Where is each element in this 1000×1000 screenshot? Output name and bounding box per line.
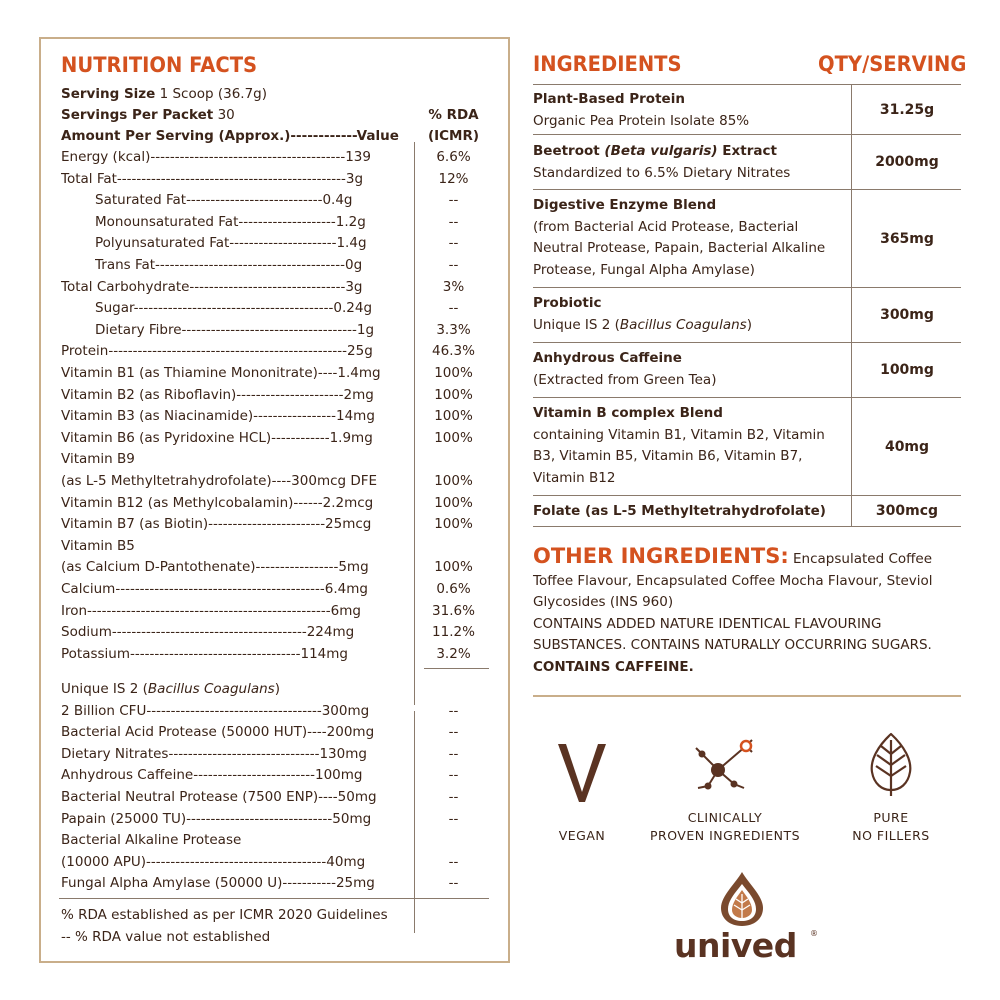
nutrient-rda: 100% bbox=[434, 473, 473, 489]
ingredient-qty: 300mcg bbox=[851, 496, 962, 526]
nutrient-rda: 100% bbox=[434, 365, 473, 381]
nutrient-row bbox=[61, 363, 501, 384]
nutrient-rda: 6.6% bbox=[436, 149, 471, 165]
ingredient-qty: 2000mg bbox=[851, 135, 962, 189]
other-nutrient-row bbox=[61, 744, 501, 765]
nutrient-label: (as Calcium D-Pantothenate)-----------------5mg bbox=[61, 559, 369, 576]
other-nutrient-rda: -- bbox=[448, 875, 459, 892]
amount-header-row bbox=[61, 126, 501, 147]
nutrient-rda: 100% bbox=[434, 494, 473, 511]
nutrient-label: Monounsaturated Fat--------------------1.2g bbox=[95, 213, 366, 230]
nutrient-rda: 100% bbox=[434, 429, 473, 446]
column-divider bbox=[414, 142, 415, 705]
nutrient-rda: -- bbox=[448, 235, 459, 252]
ingredients-bottom-rule bbox=[533, 526, 961, 527]
pure-label bbox=[830, 809, 952, 845]
rda-divider bbox=[424, 668, 489, 669]
nutrient-rda: 3.2% bbox=[436, 645, 471, 662]
nutrient-row bbox=[61, 579, 501, 600]
serving-size-label: Serving Size bbox=[61, 86, 156, 102]
ingredient-qty: 40mg bbox=[851, 398, 962, 495]
footnote-1: % RDA established as per ICMR 2020 Guidelines bbox=[61, 907, 388, 923]
nutrient-row bbox=[61, 320, 501, 341]
nutrient-row bbox=[61, 644, 501, 665]
nutrient-label: Dietary Fibre------------------------------------1g bbox=[95, 321, 375, 338]
nutrient-label: Sugar-----------------------------------------0.24g bbox=[95, 300, 373, 317]
other-nutrient-label: Bacterial Neutral Protease (7500 ENP)----50mg bbox=[61, 789, 377, 805]
nutrient-row bbox=[61, 428, 501, 449]
other-nutrient-label bbox=[61, 679, 406, 700]
nutrient-label: Vitamin B12 (as Methylcobalamin)------2.2mcg bbox=[61, 494, 374, 511]
ingredient-row bbox=[533, 189, 961, 287]
ingredient-qty: 365mg bbox=[851, 190, 962, 287]
ingredient-name: Probiotic bbox=[533, 295, 602, 311]
other-ingredients-rule bbox=[533, 695, 961, 697]
nutrient-rda: -- bbox=[448, 192, 459, 209]
ingredient-name-end: Extract bbox=[717, 143, 777, 159]
nutrient-row bbox=[61, 536, 501, 557]
ingredient-desc-latin: Bacillus Coagulans bbox=[619, 316, 747, 333]
nutrient-rda: 46.3% bbox=[432, 343, 475, 360]
other-nutrient-row bbox=[61, 701, 501, 722]
leaf-icon bbox=[868, 732, 914, 798]
other-nutrient-row bbox=[61, 873, 501, 894]
nutrient-label: Polyunsaturated Fat----------------------1.4g bbox=[95, 235, 367, 252]
other-nutrient-label: Bacterial Acid Protease (50000 HUT)----200mg bbox=[61, 724, 375, 741]
other-nutrient-rda: -- bbox=[448, 724, 459, 741]
pure-label-line1: PURE bbox=[873, 810, 909, 825]
ingredient-desc-end: ) bbox=[746, 316, 752, 333]
ingredient-row bbox=[533, 134, 961, 189]
molecule-icon bbox=[690, 732, 760, 794]
nutrient-rda: 100% bbox=[434, 559, 473, 576]
servings-value: 30 bbox=[217, 107, 235, 123]
ingredient-desc: Organic Pea Protein Isolate 85% bbox=[533, 112, 750, 129]
ingredient-row bbox=[533, 287, 961, 342]
other-nutrient-rda: -- bbox=[448, 745, 459, 762]
nutrient-row bbox=[61, 493, 501, 514]
nutrient-rda: 11.2% bbox=[432, 624, 475, 641]
ingredient-name: Folate (as L-5 Methyltetrahydrofolate) bbox=[533, 503, 826, 519]
brand-name: unived bbox=[674, 926, 797, 965]
nutrient-row bbox=[61, 471, 501, 492]
ingredient-row bbox=[533, 84, 961, 134]
rda-header-2: (ICMR) bbox=[427, 128, 480, 144]
other-nutrient-rda: -- bbox=[448, 767, 459, 784]
nutrient-rda: 3.3% bbox=[436, 321, 471, 338]
nutrient-row bbox=[61, 169, 501, 190]
nutrient-label: Vitamin B9 bbox=[61, 451, 135, 468]
nutrient-label: Protein-------------------------------------------------25g bbox=[61, 343, 373, 360]
footnote-divider bbox=[59, 898, 489, 899]
nutrient-label: Vitamin B5 bbox=[61, 537, 135, 554]
nutrient-row bbox=[61, 514, 501, 535]
nutrient-row bbox=[61, 385, 501, 406]
nutrient-label: Vitamin B7 (as Biotin)------------------------25mcg bbox=[61, 516, 372, 533]
flavour-statement: CONTAINS ADDED NATURE IDENTICAL FLAVOURING SUBSTANCES. CONTAINS NATURALLY OCCURRING SUGARS. bbox=[533, 615, 932, 653]
serving-size-row bbox=[61, 84, 501, 105]
other-nutrient-row bbox=[61, 787, 501, 808]
other-nutrient-rda: -- bbox=[448, 810, 459, 827]
other-nutrient-row bbox=[61, 830, 501, 851]
nutrient-rda: -- bbox=[448, 257, 459, 273]
other-nutrient-label: 2 Billion CFU------------------------------------300mg bbox=[61, 702, 370, 719]
other-ingredients bbox=[533, 546, 973, 678]
nutrient-row bbox=[61, 341, 501, 362]
nutrient-label: Total Carbohydrate--------------------------------3g bbox=[61, 278, 363, 295]
servings-label: Servings Per Packet bbox=[61, 107, 214, 123]
nutrient-label: Trans Fat---------------------------------------0g bbox=[95, 257, 363, 273]
ingredient-name-latin: (Beta vulgaris) bbox=[604, 143, 718, 159]
ingredient-desc: Unique IS 2 ( bbox=[533, 316, 620, 333]
other-nutrient-label-latin: Bacillus Coagulans bbox=[147, 681, 275, 697]
nutrient-row bbox=[61, 255, 501, 276]
nutrient-label: Saturated Fat----------------------------0.4g bbox=[95, 192, 353, 209]
pure-label-line2: NO FILLERS bbox=[852, 828, 930, 843]
ingredient-name: Anhydrous Caffeine bbox=[533, 350, 682, 366]
clinically-label-line1: CLINICALLY bbox=[687, 810, 763, 825]
ingredients-title: INGREDIENTS bbox=[533, 52, 682, 76]
nutrient-rda: 31.6% bbox=[432, 602, 475, 619]
nutrient-rda: 100% bbox=[434, 408, 473, 425]
nutrient-row bbox=[61, 449, 501, 470]
nutrient-label: (as L-5 Methyltetrahydrofolate)----300mcg DFE bbox=[61, 473, 378, 489]
other-nutrient-row bbox=[61, 852, 501, 873]
other-nutrient-label: Papain (25000 TU)------------------------------50mg bbox=[61, 810, 372, 827]
other-nutrient-label: Anhydrous Caffeine-------------------------100mg bbox=[61, 767, 363, 784]
ingredient-name: Digestive Enzyme Blend bbox=[533, 197, 717, 213]
other-nutrient-row bbox=[61, 722, 501, 743]
nutrient-row bbox=[61, 557, 501, 578]
nutrient-row bbox=[61, 277, 501, 298]
nutrient-row bbox=[61, 212, 501, 233]
nutrient-label: Energy (kcal)----------------------------------------139 bbox=[61, 149, 371, 165]
nutrient-row bbox=[61, 406, 501, 427]
other-nutrient-label: (10000 APU)-------------------------------------40mg bbox=[61, 853, 366, 870]
nutrient-rda: 3% bbox=[442, 278, 465, 295]
ingredient-qty: 300mg bbox=[851, 288, 962, 342]
nutrient-label: Vitamin B3 (as Niacinamide)-----------------14mg bbox=[61, 408, 375, 425]
amount-header: Amount Per Serving (Approx.)------------Value bbox=[61, 128, 399, 144]
ingredient-row bbox=[533, 342, 961, 397]
nutrient-rda: 100% bbox=[434, 516, 473, 533]
ingredient-name: Beetroot bbox=[533, 143, 605, 159]
nutrient-rda: 0.6% bbox=[436, 581, 471, 597]
other-nutrient-label: Dietary Nitrates-------------------------------130mg bbox=[61, 745, 367, 762]
nutrient-label: Vitamin B2 (as Riboflavin)----------------------2mg bbox=[61, 386, 374, 403]
footnote-2: -- % RDA value not established bbox=[61, 929, 271, 945]
qty-serving-title: QTY/SERVING bbox=[818, 52, 967, 76]
nutrition-title: NUTRITION FACTS bbox=[61, 53, 258, 77]
nutrient-label: Potassium-----------------------------------114mg bbox=[61, 645, 348, 662]
rda-header-1: % RDA bbox=[428, 107, 479, 123]
clinically-label-line2: PROVEN INGREDIENTS bbox=[649, 828, 801, 843]
nutrient-label: Total Fat-----------------------------------------------3g bbox=[61, 170, 364, 187]
ingredient-desc: containing Vitamin B1, Vitamin B2, Vitamin B3, Vitamin B5, Vitamin B6, Vitamin B7, Vitamin B12 bbox=[533, 426, 825, 486]
other-ingredients-text: Encapsulated Coffee Toffee Flavour, Encapsulated Coffee Mocha Flavour, Steviol Glycosides (INS 960) bbox=[533, 551, 933, 610]
other-nutrient-label: Bacterial Alkaline Protease bbox=[61, 832, 242, 849]
nutrient-row bbox=[61, 147, 501, 168]
nutrient-label: Vitamin B6 (as Pyridoxine HCL)------------1.9mg bbox=[61, 429, 373, 446]
nutrient-label: Iron--------------------------------------------------6mg bbox=[61, 602, 361, 619]
other-nutrient-rda: -- bbox=[448, 789, 459, 805]
registered-mark: ® bbox=[810, 929, 818, 938]
nutrient-rda: 100% bbox=[434, 386, 473, 403]
nutrient-row bbox=[61, 601, 501, 622]
nutrient-label: Vitamin B1 (as Thiamine Mononitrate)----1.4mg bbox=[61, 365, 381, 381]
other-nutrient-rda: -- bbox=[448, 702, 459, 719]
other-nutrient-label-end: ) bbox=[274, 681, 280, 697]
unived-drop-logo-icon bbox=[719, 870, 765, 928]
nutrient-row bbox=[61, 233, 501, 254]
ingredient-desc: Standardized to 6.5% Dietary Nitrates bbox=[533, 164, 791, 181]
ingredient-row bbox=[533, 397, 961, 495]
other-nutrient-row bbox=[61, 765, 501, 786]
ingredient-desc: (from Bacterial Acid Protease, Bacterial Neutral Protease, Papain, Bacterial Alkaline Protease, Fungal Alpha Amylase) bbox=[533, 218, 826, 278]
ingredient-name: Plant-Based Protein bbox=[533, 91, 685, 107]
nutrient-label: Sodium----------------------------------------224mg bbox=[61, 624, 355, 641]
clinically-proven-label bbox=[640, 809, 810, 845]
nutrient-rda: -- bbox=[448, 300, 459, 317]
other-ingredients-heading: OTHER INGREDIENTS: bbox=[533, 544, 789, 568]
nutrition-facts-panel bbox=[39, 37, 510, 963]
nutrient-row bbox=[61, 190, 501, 211]
other-nutrient-label: Fungal Alpha Amylase (50000 U)-----------25mg bbox=[61, 875, 375, 892]
nutrient-rda: 12% bbox=[438, 170, 469, 187]
vegan-v-icon bbox=[552, 740, 612, 806]
nutrient-row bbox=[61, 622, 501, 643]
servings-row bbox=[61, 105, 501, 126]
nutrient-row bbox=[61, 298, 501, 319]
other-nutrient-rda: -- bbox=[448, 853, 459, 870]
nutrient-label: Calcium-------------------------------------------6.4mg bbox=[61, 581, 368, 597]
ingredient-row bbox=[533, 495, 961, 526]
other-nutrient-label-start: Unique IS 2 ( bbox=[61, 681, 148, 697]
ingredient-name: Vitamin B complex Blend bbox=[533, 405, 723, 421]
ingredient-qty: 31.25g bbox=[851, 85, 962, 134]
column-divider-lower bbox=[414, 711, 415, 933]
other-nutrient-row bbox=[61, 679, 501, 700]
nutrient-rda: -- bbox=[448, 213, 459, 230]
ingredient-qty: 100mg bbox=[851, 343, 962, 397]
vegan-label: VEGAN bbox=[558, 828, 606, 843]
serving-size-value: 1 Scoop (36.7g) bbox=[159, 86, 268, 102]
ingredient-desc: (Extracted from Green Tea) bbox=[533, 371, 717, 388]
other-nutrient-row bbox=[61, 809, 501, 830]
caffeine-statement: CONTAINS CAFFEINE. bbox=[533, 658, 694, 675]
